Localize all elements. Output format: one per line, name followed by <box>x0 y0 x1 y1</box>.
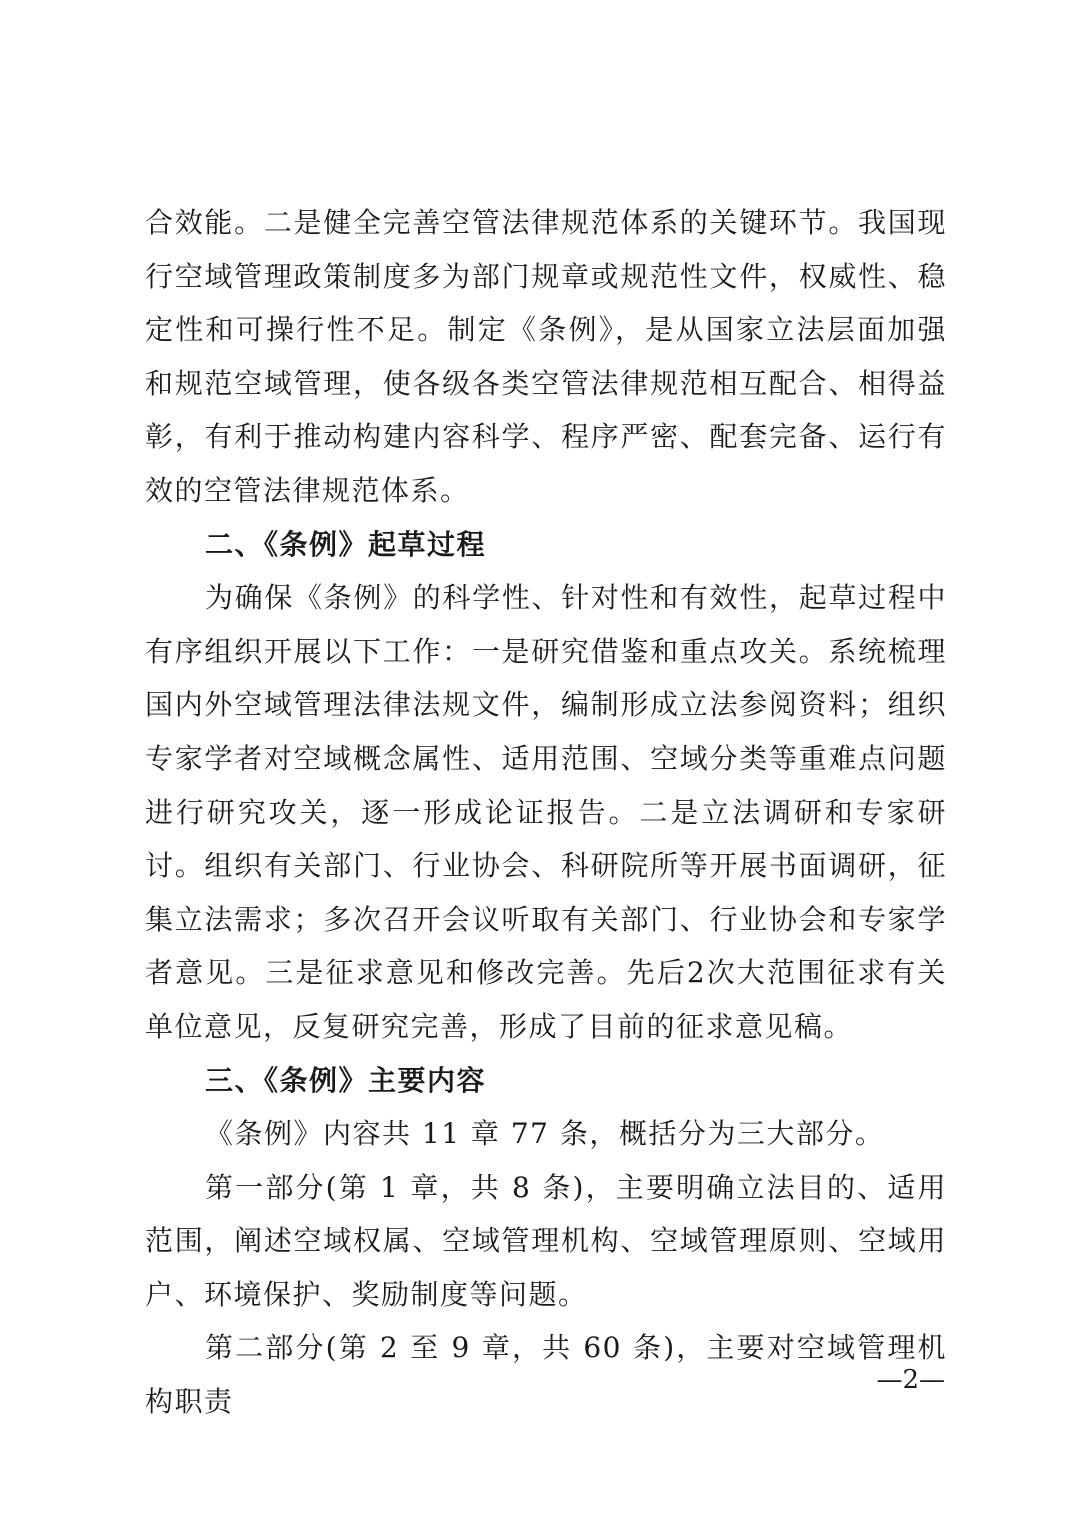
paragraph-5: 第二部分(第 2 至 9 章，共 60 条)，主要对空域管理机构职责 <box>145 1331 947 1419</box>
page-number: —2— <box>876 1365 945 1395</box>
paragraph-2-highlight-1: 一是研究借鉴和重点攻关 <box>471 634 799 668</box>
paragraph-1-highlight-1: 二是健全完善空管法律规范体系的关键环节 <box>263 206 829 239</box>
paragraph-4: 第一部分(第 1 章，共 8 条)，主要明确立法目的、适用范围，阐述空域权属、空域管理机构、空域管理原则、空域用户、环境保护、奖励制度等问题。 <box>145 1170 947 1311</box>
document-body <box>145 196 947 1429</box>
paragraph-3: 《条例》内容共 11 章 77 条，概括分为三大部分。 <box>205 1117 885 1151</box>
paragraph-1-text-1: 合效能。 <box>145 206 264 239</box>
paragraph-2 <box>145 571 947 1053</box>
paragraph-2-text-1: 为确保《条例》的科学性、针对性和有效性，起草过程中有序组织开展以下工作： <box>145 581 947 668</box>
paragraph-2-text-3: 。组织有关部门、行业协会、科研院所等开展书面调研，征集立法需求；多次召开会议听取有关部门、行业协会和专家学者意见。 <box>145 849 947 990</box>
section-heading-2: 二、《条例》起草过程 <box>205 527 487 561</box>
section-heading-3: 三、《条例》主要内容 <box>205 1063 487 1097</box>
paragraph-2-text-2: 。系统梳理国内外空域管理法律法规文件，编制形成立法参阅资料；组织专家学者对空域概念属性、适用范围、空域分类等重难点问题进行研究攻关，逐一形成论证报告。 <box>145 634 947 829</box>
paragraph-1 <box>145 196 947 518</box>
paragraph-2-highlight-2: 二是立法调研和专家研讨 <box>145 795 947 883</box>
paragraph-2-highlight-3: 三是征求意见和修改完善 <box>265 956 597 990</box>
paragraph-2-text-4: 。先后2次大范围征求有关单位意见，反复研究完善，形成了目前的征求意见稿。 <box>145 956 947 1043</box>
paragraph-1-text-2: 。我国现行空域管理政策制度多为部门规章或规范性文件，权威性、稳定性和可操行性不足。制定《条例》，是从国家立法层面加强和规范空域管理，使各级各类空管法律规范相互配合、相得益彰，有利于推动构建内容科学、程序严密、配套完备、运行有效的空管法律规范体系。 <box>145 206 947 507</box>
